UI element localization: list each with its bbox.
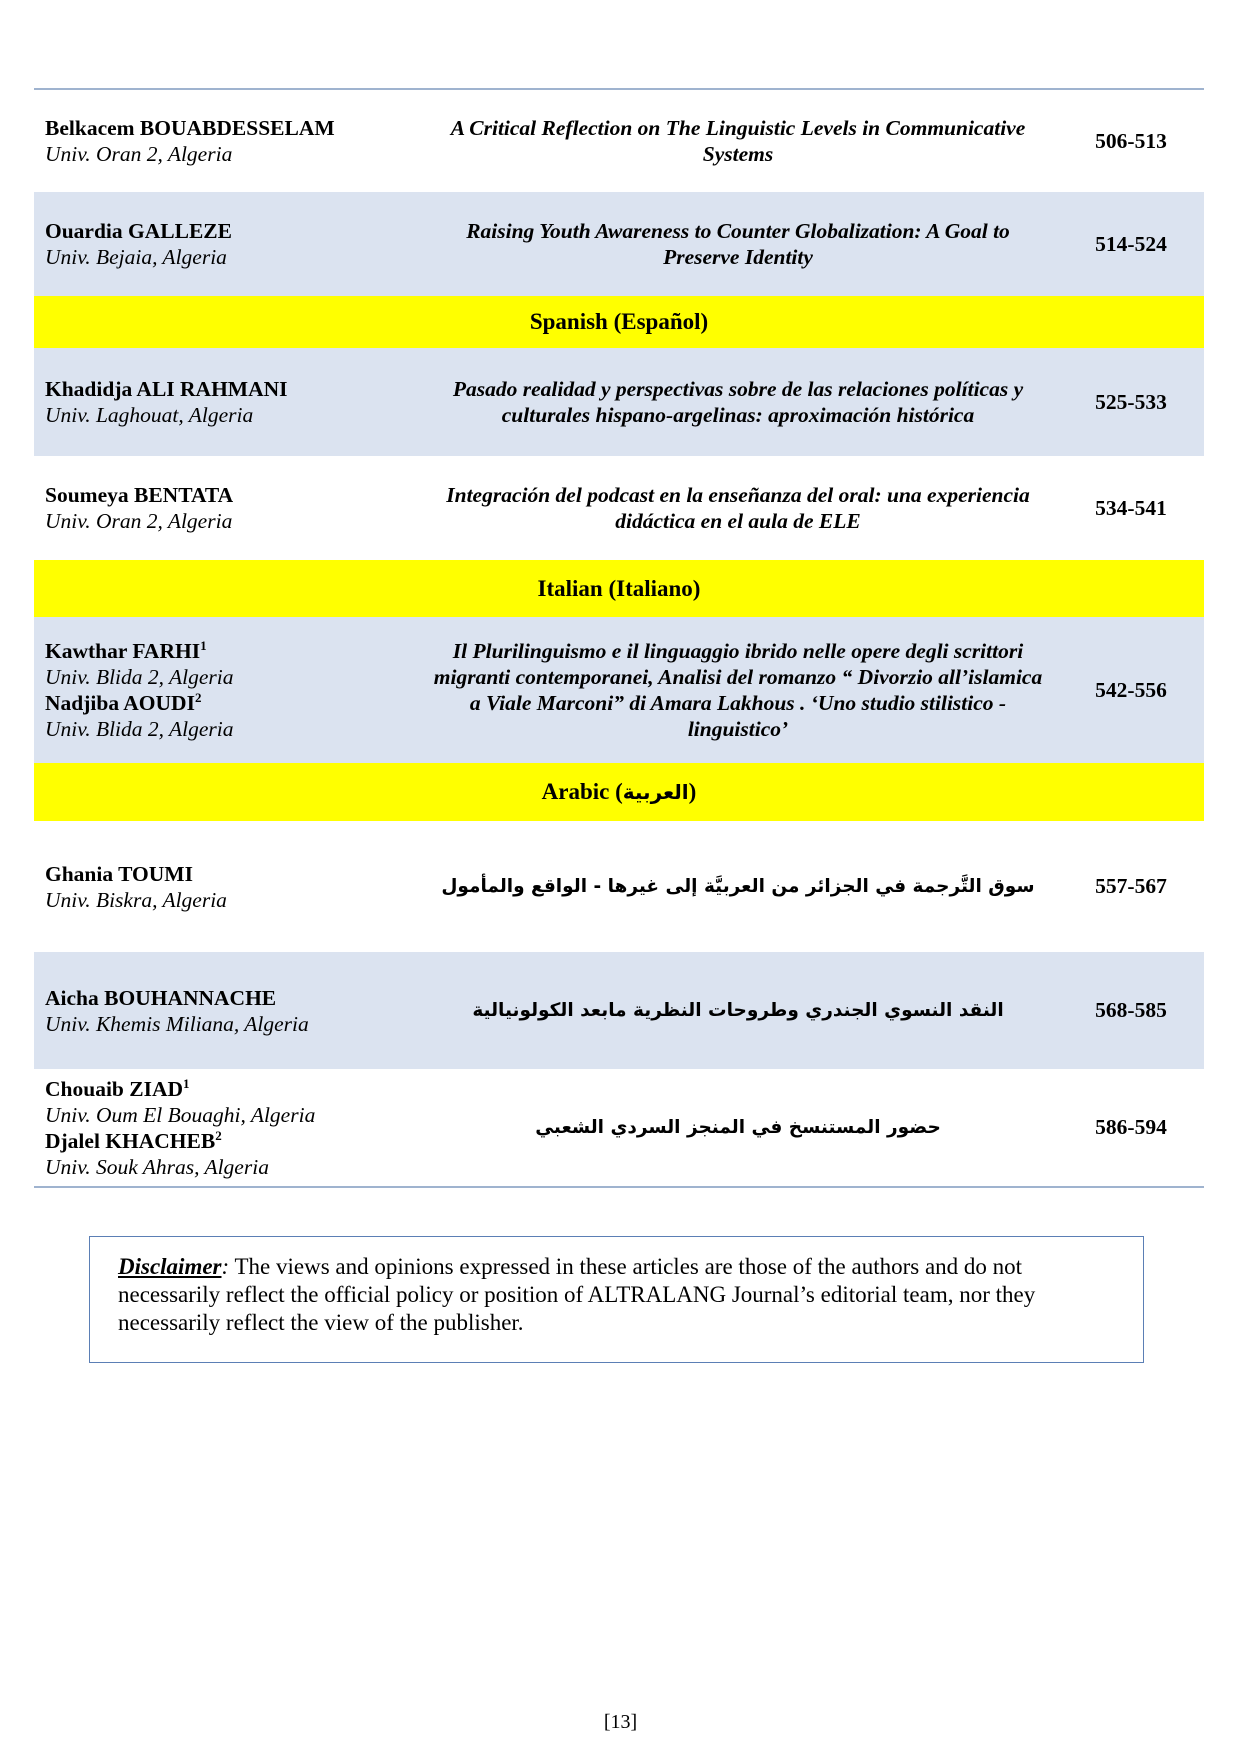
page-range: 534-541 (1095, 495, 1167, 520)
author-affiliation: Univ. Souk Ahras, Algeria (45, 1154, 269, 1179)
author-cell (34, 638, 418, 742)
toc-row (34, 90, 1204, 192)
section-title: Italian (Italiano) (537, 575, 701, 601)
toc-row (34, 456, 1204, 560)
disclaimer-colon: : (221, 1254, 230, 1279)
section-title-prefix: Arabic ( (541, 779, 623, 804)
disclaimer-box (89, 1236, 1144, 1363)
page-range: 506-513 (1095, 128, 1167, 153)
author-superscript: 1 (183, 1075, 190, 1091)
author-name-text: Chouaib ZIAD (45, 1076, 184, 1101)
author-affiliation: Univ. Bejaia, Algeria (45, 245, 227, 269)
article-title: Raising Youth Awareness to Counter Globalization: A Goal to Preserve Identity (466, 219, 1010, 269)
article-title: حضور المستنسخ في المنجز السردي الشعبي (535, 1116, 941, 1138)
section-header-spanish (34, 296, 1204, 348)
article-title: Pasado realidad y perspectivas sobre de las relaciones políticas y culturales hispano-argelinas: aproximación histórica (452, 377, 1024, 427)
article-title: Integración del podcast en la enseñanza del oral: una experiencia didáctica en el aula de ELE (446, 483, 1030, 533)
toc-row (34, 192, 1204, 296)
author-cell (34, 218, 418, 270)
page-range: 568-585 (1095, 998, 1167, 1022)
page-range: 542-556 (1095, 677, 1167, 702)
toc-row (34, 1069, 1204, 1186)
article-title: Il Plurilinguismo e il linguaggio ibrido nelle opere degli scrittori migranti contemporanei, Analisi del romanzo “ Divorzio all’islamica a Viale Marconi” di Amara Lakhous . ‘Uno studio stilistico - linguistico’ (433, 639, 1043, 741)
toc-row (34, 821, 1204, 952)
section-header-italian (34, 560, 1204, 617)
author-name: Belkacem BOUABDESSELAM (45, 116, 335, 140)
author-affiliation: Univ. Oran 2, Algeria (45, 509, 233, 533)
table-of-contents (34, 88, 1204, 1188)
section-title-suffix: ) (688, 779, 697, 804)
page-range: 586-594 (1095, 1115, 1167, 1139)
author-name-text: Djalel KHACHEB (45, 1128, 216, 1153)
author-superscript: 2 (215, 1127, 222, 1143)
page-range: 514-524 (1095, 231, 1167, 256)
section-title: Spanish (Español) (529, 309, 709, 334)
article-title: A Critical Reflection on The Linguistic Levels in Communicative Systems (450, 116, 1026, 166)
author-cell (34, 861, 418, 913)
author-affiliation: Univ. Blida 2, Algeria (45, 717, 234, 741)
author-name: Soumeya BENTATA (45, 483, 234, 507)
author-affiliation: Univ. Oran 2, Algeria (45, 142, 233, 166)
section-title-arabic: العربية (622, 780, 689, 804)
page-range: 557-567 (1095, 874, 1167, 898)
page-number: [13] (603, 1711, 638, 1733)
author-affiliation: Univ. Khemis Miliana, Algeria (45, 1011, 309, 1036)
author-affiliation: Univ. Blida 2, Algeria (45, 665, 234, 689)
author-cell (34, 1076, 418, 1180)
author-cell (34, 985, 418, 1037)
toc-row (34, 952, 1204, 1069)
author-name (45, 690, 418, 716)
author-name (45, 1128, 418, 1154)
author-cell (34, 482, 418, 534)
author-affiliation: Univ. Biskra, Algeria (45, 887, 227, 912)
author-name-text: Nadjiba AOUDI (45, 691, 195, 715)
author-name (45, 1076, 418, 1102)
author-name: Ghania TOUMI (45, 861, 193, 886)
section-title (542, 779, 697, 805)
author-name: Ouardia GALLEZE (45, 219, 232, 243)
author-name: Khadidja ALI RAHMANI (45, 377, 288, 401)
author-superscript: 2 (194, 689, 202, 705)
section-header-arabic (34, 763, 1204, 821)
article-title: النقد النسوي الجندري وطروحات النظرية مابعد الكولونيالية (472, 999, 1004, 1021)
page-range: 525-533 (1095, 389, 1167, 414)
author-name-text: Kawthar FARHI (45, 639, 201, 663)
toc-row (34, 617, 1204, 763)
toc-row (34, 348, 1204, 456)
author-affiliation: Univ. Laghouat, Algeria (45, 403, 254, 427)
article-title: سوق التَّرجمة في الجزائر من العربيَّة إلى غيرها - الواقع والمأمول (441, 875, 1035, 897)
disclaimer-text: The views and opinions expressed in these articles are those of the authors and do not necessarily reflect the official policy or position of ALTRALANG Journal’s editorial team, nor they necessarily reflect the view of the publisher. (118, 1254, 1036, 1335)
author-name: Aicha BOUHANNACHE (45, 985, 277, 1010)
author-superscript: 1 (200, 637, 207, 653)
disclaimer-label: Disclaimer (118, 1254, 222, 1279)
author-affiliation: Univ. Oum El Bouaghi, Algeria (45, 1102, 316, 1127)
author-cell (34, 115, 418, 167)
author-name (45, 638, 418, 664)
author-cell (34, 376, 418, 428)
